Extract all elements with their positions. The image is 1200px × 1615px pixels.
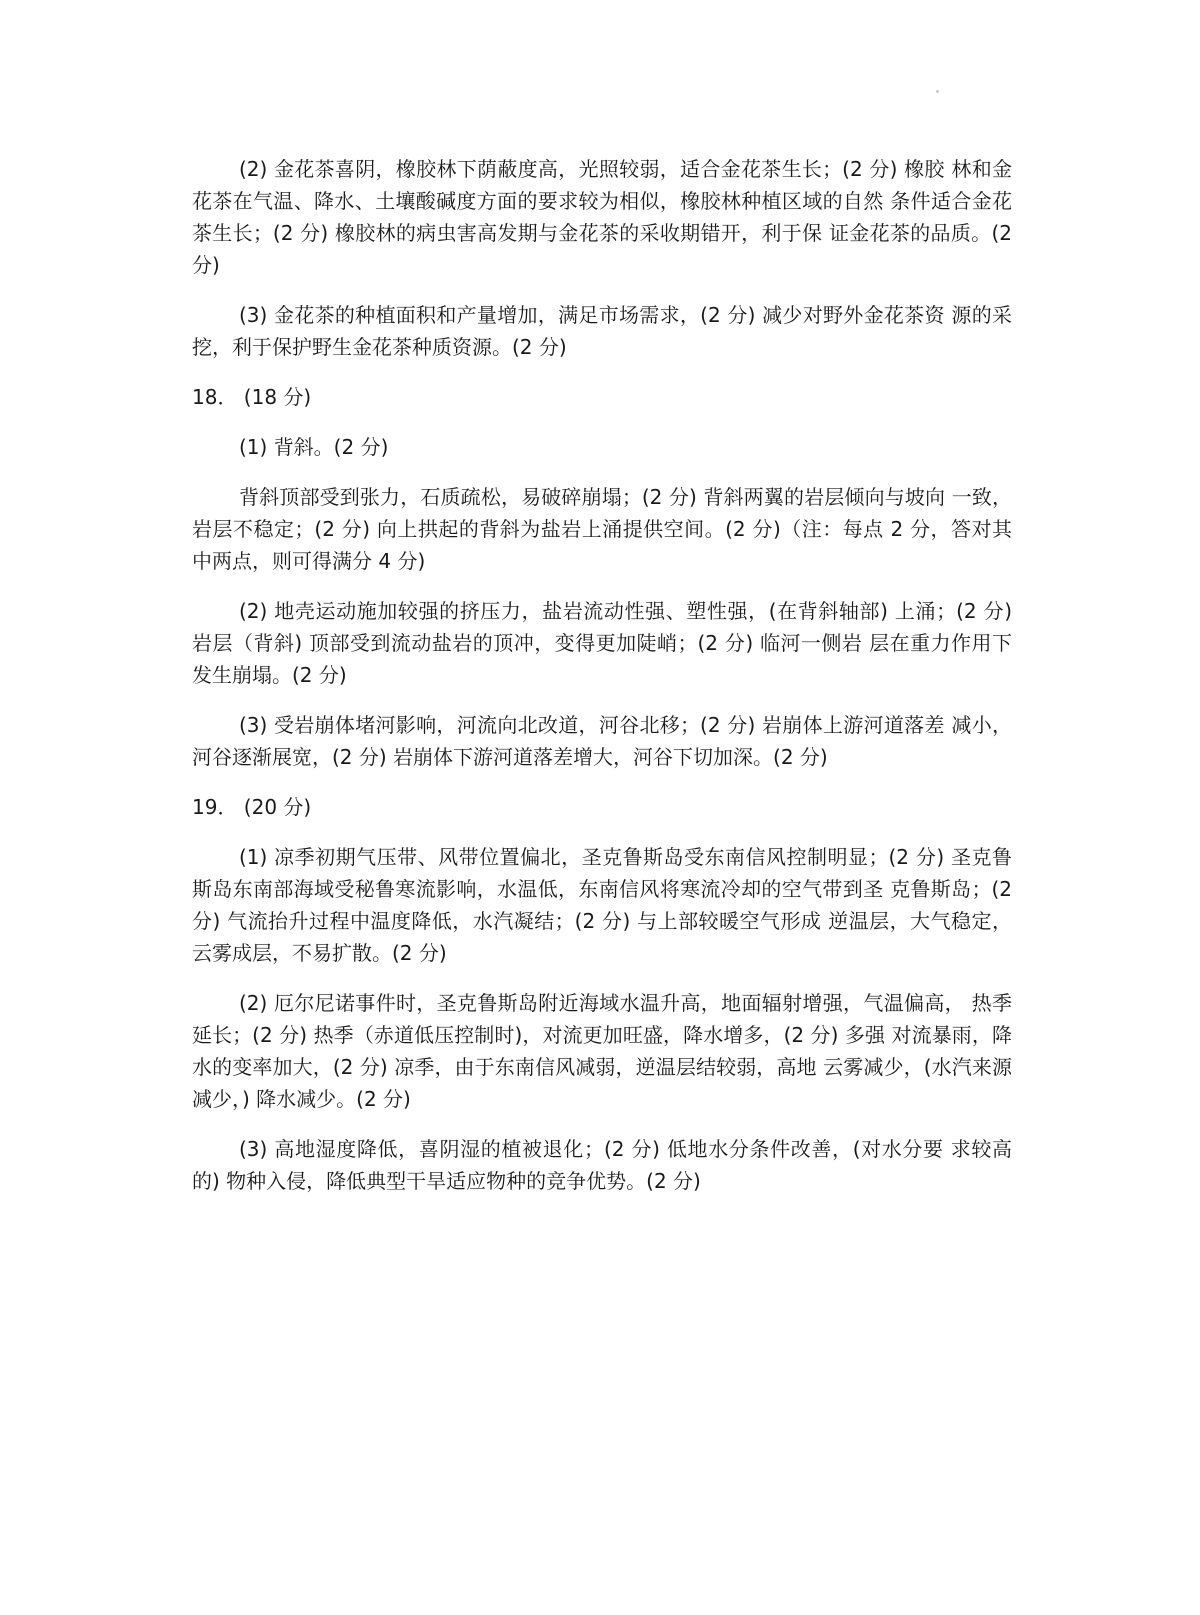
question-18-heading: 18． (18 分) bbox=[192, 385, 312, 409]
answer-18-1-explanation: 背斜顶部受到张力，石质疏松，易破碎崩塌；(2 分) 背斜两翼的岩层倾向与坡向 一致，岩层不稳定；(2 分) 向上拱起的背斜为盐岩上涌提供空间。(2 分)（注：每点 2 分，答对其中两点，则可得满分 4 分) bbox=[192, 485, 1012, 573]
answer-17-3: (3) 金花茶的种植面积和产量增加，满足市场需求，(2 分) 减少对野外金花茶资 源的采挖，利于保护野生金花茶种质资源。(2 分) bbox=[192, 303, 1012, 359]
answer-18-2: (2) 地壳运动施加较强的挤压力，盐岩流动性强、塑性强，(在背斜轴部) 上涌；(2 分) 岩层（背斜) 顶部受到流动盐岩的顶冲，变得更加陡峭；(2 分) 临河一侧岩 层在重力作用下发生崩塌。(2 分) bbox=[192, 599, 1012, 687]
page-dot-mark bbox=[936, 90, 939, 93]
question-19-heading: 19． (20 分) bbox=[192, 795, 312, 819]
answer-19-3: (3) 高地湿度降低，喜阴湿的植被退化；(2 分) 低地水分条件改善，(对水分要 求较高的) 物种入侵，降低典型干旱适应物种的竞争优势。(2 分) bbox=[192, 1137, 1012, 1193]
answer-18-3: (3) 受岩崩体堵河影响，河流向北改道，河谷北移；(2 分) 岩崩体上游河道落差 减小，河谷逐渐展宽，(2 分) 岩崩体下游河道落差增大，河谷下切加深。(2 分) bbox=[192, 713, 1012, 769]
answer-17-2: (2) 金花茶喜阴，橡胶林下荫蔽度高，光照较弱，适合金花茶生长；(2 分) 橡胶 林和金花茶在气温、降水、土壤酸碱度方面的要求较为相似，橡胶林种植区域的自然 条件适合金花茶生长；(2 分) 橡胶林的病虫害高发期与金花茶的采收期错开，利于保 证金花茶的品质。(2 分) bbox=[192, 157, 1012, 277]
answer-18-1: (1) 背斜。(2 分) bbox=[239, 435, 389, 459]
answer-19-1: (1) 凉季初期气压带、风带位置偏北，圣克鲁斯岛受东南信风控制明显；(2 分) 圣克鲁斯岛东南部海域受秘鲁寒流影响，水温低，东南信风将寒流冷却的空气带到圣 克鲁斯岛；(2 分) 气流抬升过程中温度降低，水汽凝结；(2 分) 与上部较暖空气形成 逆温层，大气稳定，云雾成层，不易扩散。(2 分) bbox=[192, 845, 1012, 965]
answer-19-2: (2) 厄尔尼诺事件时，圣克鲁斯岛附近海域水温升高，地面辐射增强，气温偏高， 热季延长；(2 分) 热季（赤道低压控制时)，对流更加旺盛，降水增多，(2 分) 多强 对流暴雨，降水的变率加大，(2 分) 凉季，由于东南信风减弱，逆温层结较弱，高地 云雾减少，(水汽来源减少，) 降水减少。(2 分) bbox=[192, 991, 1012, 1111]
answer-content bbox=[192, 153, 1012, 1215]
